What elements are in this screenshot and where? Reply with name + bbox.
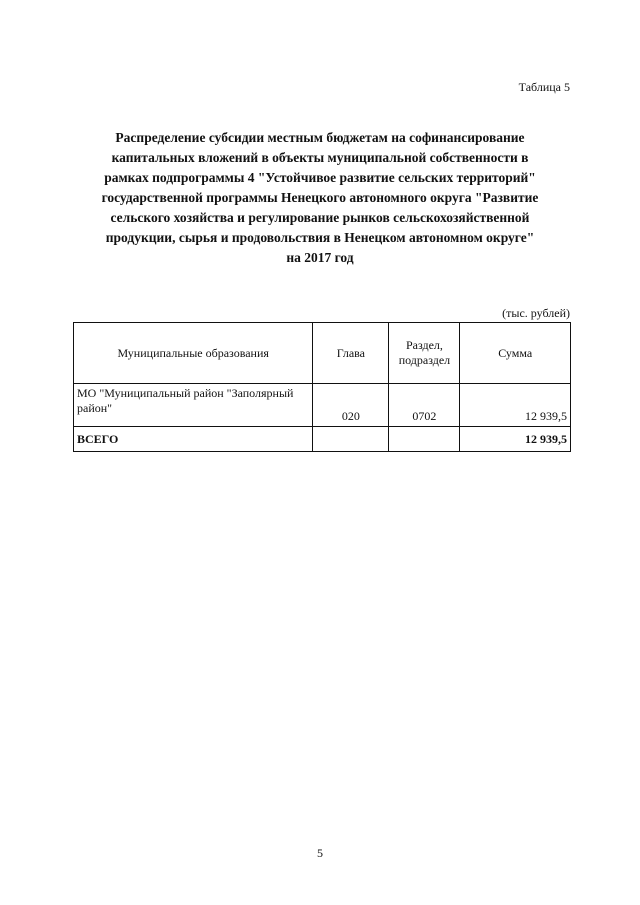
- cell-summa: 12 939,5: [460, 384, 571, 427]
- header-razdel-line2: подраздел: [398, 353, 451, 367]
- total-empty-glava: [313, 427, 389, 452]
- cell-municipality: МО "Муниципальный район "Заполярный район": [74, 384, 313, 427]
- table-number: Таблица 5: [518, 80, 570, 94]
- total-label: ВСЕГО: [74, 427, 313, 452]
- total-empty-razdel: [389, 427, 460, 452]
- header-razdel: [389, 323, 460, 384]
- title-line: Распределение субсидии местным бюджетам на софинансирование: [115, 130, 525, 145]
- document-title: [60, 128, 580, 268]
- units-label: (тыс. рублей): [502, 306, 570, 320]
- header-glava: Глава: [313, 323, 389, 384]
- header-summa: Сумма: [460, 323, 571, 384]
- cell-razdel: 0702: [389, 384, 460, 427]
- title-line: сельского хозяйства и регулирование рынков сельскохозяйственной: [110, 210, 530, 225]
- table-total-row: [74, 427, 571, 452]
- header-municipality: Муниципальные образования: [74, 323, 313, 384]
- title-line: продукции, сырья и продовольствия в Ненецком автономном округе": [105, 230, 535, 245]
- title-line: государственной программы Ненецкого автономного округа "Развитие: [101, 190, 539, 205]
- title-line: капитальных вложений в объекты муниципальной собственности в: [111, 150, 529, 165]
- title-line: рамках подпрограммы 4 "Устойчивое развитие сельских территорий": [104, 170, 536, 185]
- page-number: 5: [317, 846, 323, 860]
- total-summa: 12 939,5: [460, 427, 571, 452]
- title-line: на 2017 год: [286, 250, 354, 265]
- header-razdel-line1: Раздел,: [405, 338, 443, 352]
- table-row: [74, 384, 571, 427]
- cell-glava: 020: [313, 384, 389, 427]
- subsidy-table: [73, 322, 571, 452]
- table-header-row: [74, 323, 571, 384]
